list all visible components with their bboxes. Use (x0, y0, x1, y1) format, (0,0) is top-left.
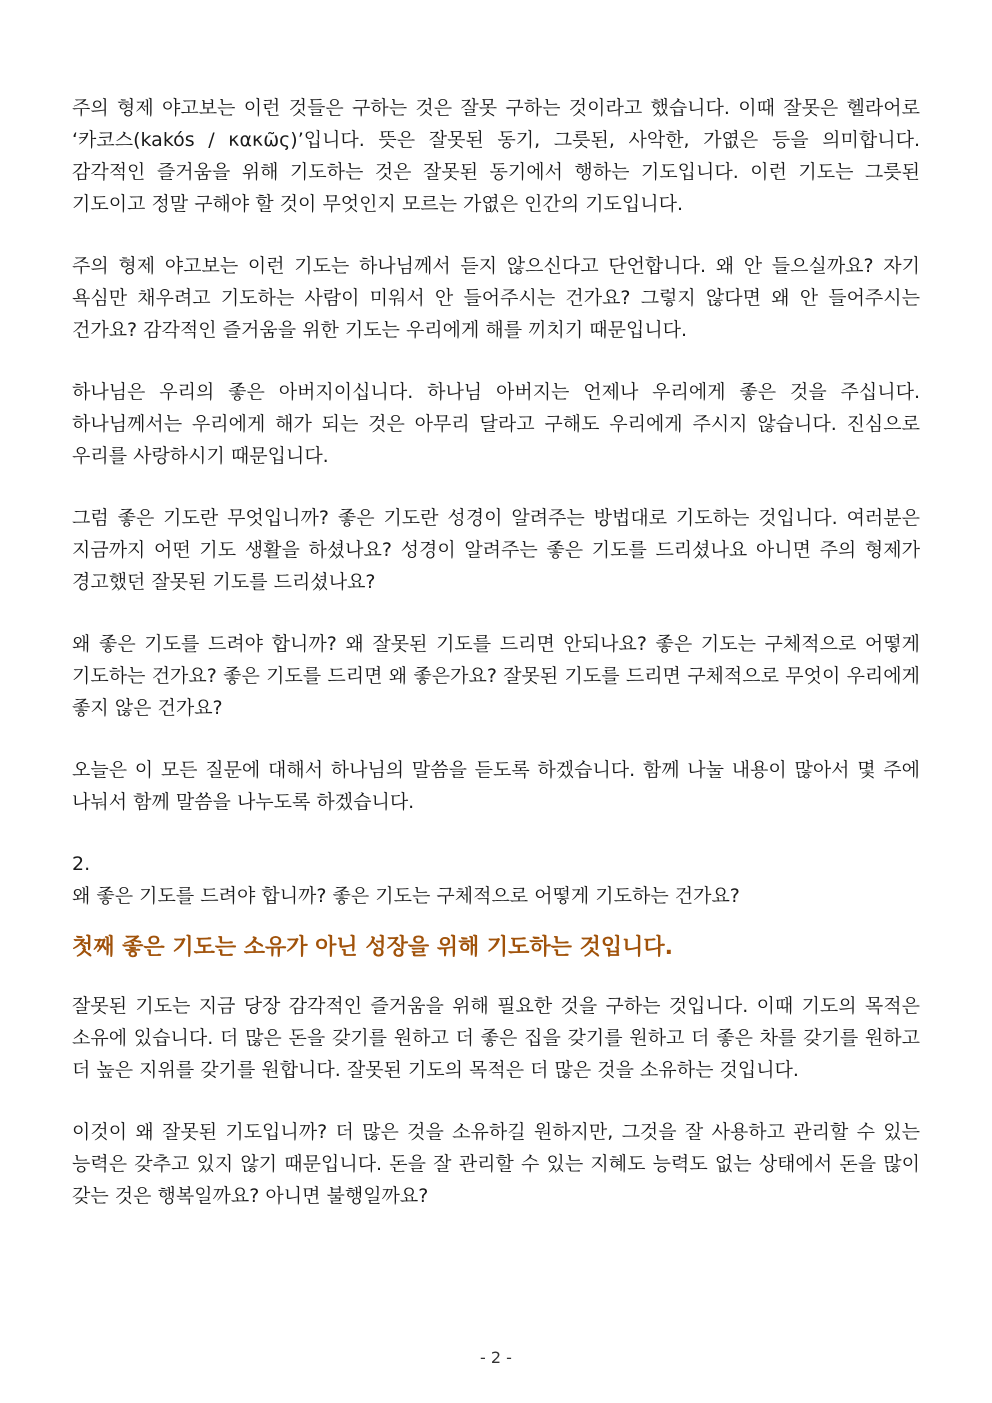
paragraph: 주의 형제 야고보는 이런 기도는 하나님께서 듣지 않으신다고 단언합니다. 왜 안 들으실까요? 자기 욕심만 채우려고 기도하는 사람이 미워서 안 들어주시는 건가요? 그렇지 않다면 왜 안 들어주시는 건가요? 감각적인 즐거움을 위한 기도는 우리에게 해를 끼치기 때문입니다. (72, 255, 920, 341)
section-heading: 첫째 좋은 기도는 소유가 아닌 성장을 위해 기도하는 것입니다. (72, 935, 673, 960)
paragraph: 오늘은 이 모든 질문에 대해서 하나님의 말씀을 듣도록 하겠습니다. 함께 나눌 내용이 많아서 몇 주에 나눠서 함께 말씀을 나누도록 하겠습니다. (72, 759, 920, 813)
paragraph: 그럼 좋은 기도란 무엇입니까? 좋은 기도란 성경이 알려주는 방법대로 기도하는 것입니다. 여러분은 지금까지 어떤 기도 생활을 하셨나요? 성경이 알려주는 좋은 기도를 드리셨나요 아니면 주의 형제가 경고했던 잘못된 기도를 드리셨나요? (72, 507, 920, 593)
document-body (72, 92, 920, 1242)
paragraph: 이것이 왜 잘못된 기도입니까? 더 많은 것을 소유하길 원하지만, 그것을 잘 사용하고 관리할 수 있는 능력은 갖추고 있지 않기 때문입니다. 돈을 잘 관리할 수 있는 지혜도 능력도 없는 상태에서 돈을 많이 갖는 것은 행복일까요? 아니면 불행일까요? (72, 1121, 920, 1207)
paragraph: 주의 형제 야고보는 이런 것들은 구하는 것은 잘못 구하는 것이라고 했습니다. 이때 잘못은 헬라어로 ‘카코스(kakós / κακῶς)’입니다. 뜻은 잘못된 동기, 그릇된, 사악한, 가엾은 등을 의미합니다. 감각적인 즐거움을 위해 기도하는 것은 잘못된 동기에서 행하는 기도입니다. 이런 기도는 그릇된 기도이고 정말 구해야 할 것이 무엇인지 모르는 가엾은 인간의 기도입니다. (72, 97, 920, 215)
section-question: 왜 좋은 기도를 드려야 합니까? 좋은 기도는 구체적으로 어떻게 기도하는 건가요? (72, 885, 740, 907)
paragraph: 잘못된 기도는 지금 당장 감각적인 즐거움을 위해 필요한 것을 구하는 것입니다. 이때 기도의 목적은 소유에 있습니다. 더 많은 돈을 갖기를 원하고 더 좋은 집을 갖기를 원하고 더 좋은 차를 갖기를 원하고 더 높은 지위를 갖기를 원합니다. 잘못된 기도의 목적은 더 많은 것을 소유하는 것입니다. (72, 995, 920, 1081)
section-number: 2. (72, 853, 91, 875)
paragraph: 왜 좋은 기도를 드려야 합니까? 왜 잘못된 기도를 드리면 안되나요? 좋은 기도는 구체적으로 어떻게 기도하는 건가요? 좋은 기도를 드리면 왜 좋은가요? 잘못된 기도를 드리면 구체적으로 무엇이 우리에게 좋지 않은 건가요? (72, 633, 920, 719)
paragraph: 하나님은 우리의 좋은 아버지이십니다. 하나님 아버지는 언제나 우리에게 좋은 것을 주십니다. 하나님께서는 우리에게 해가 되는 것은 아무리 달라고 구해도 우리에게 주시지 않습니다. 진심으로 우리를 사랑하시기 때문입니다. (72, 381, 920, 467)
page-number: - 2 - (480, 1348, 512, 1367)
